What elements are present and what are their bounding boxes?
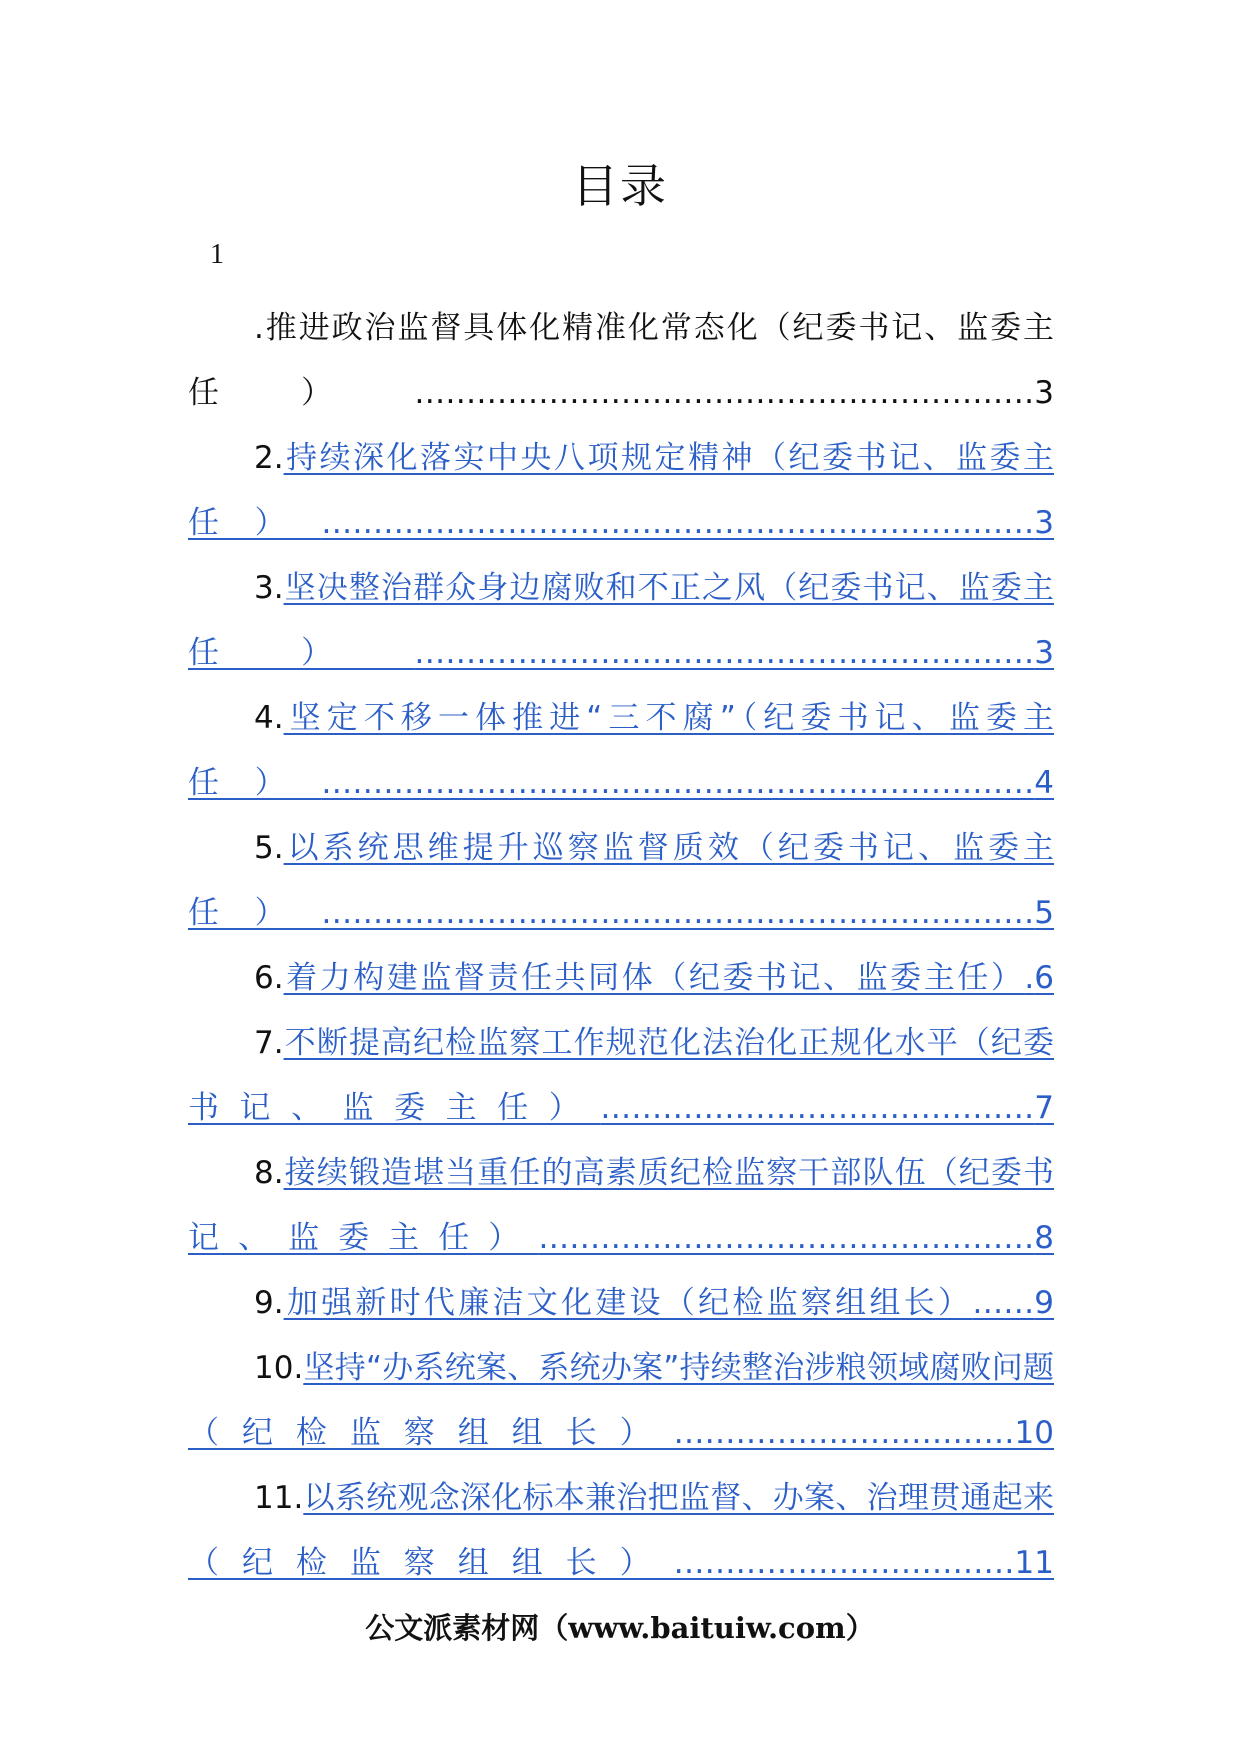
toc-entry-page-number: 7 [1034,1090,1054,1126]
toc-entry-leader-dots: …… [972,1285,1035,1321]
toc-entry[interactable] [188,1141,1054,1271]
toc-entry-number: 5. [254,830,284,866]
toc-entry-link[interactable] [188,700,1054,801]
toc-entry[interactable] [188,1011,1054,1141]
toc-entry-number: 6. [254,960,284,996]
toc-entry-page-number: 6 [1034,960,1054,996]
toc-entry-link[interactable] [188,570,1054,671]
toc-entry [188,296,1054,426]
toc-entry-link[interactable] [284,1285,1054,1321]
toc-entry-leader-dots: …………………………………………………………… [321,505,1035,541]
toc-entry-link[interactable] [284,960,1054,996]
toc-entry[interactable] [188,556,1054,686]
toc-entry-number: 10. [254,1350,304,1386]
toc-entry-title: 着力构建监督责任共同体（纪委书记、监委主任） [283,960,1025,996]
toc-entry-page-number: 3 [1034,375,1054,411]
toc-entry-link[interactable] [188,830,1054,931]
toc-entry-leader-dots: …………………………………………………… [414,375,1035,411]
toc-entry[interactable] [188,1271,1054,1336]
toc-entry-link[interactable] [188,1480,1054,1581]
toc-entry-title: 坚定不移一体推进“三不腐”（纪委书记、监委主任） [188,700,1054,801]
toc-entry-title: 以系统观念深化标本兼治把监督、办案、治理贯通起来（纪检监察组组长） [188,1480,1054,1581]
toc-entry-leader-dots: …………………………………………………………… [321,765,1035,801]
toc-entry[interactable] [188,946,1054,1011]
toc-entry-leader-dots: . [1024,960,1035,996]
table-of-contents [188,296,1054,1596]
toc-entry-leader-dots: …………………………… [673,1545,1015,1581]
toc-entry-page-number: 8 [1034,1220,1054,1256]
toc-entry-title: 坚决整治群众身边腐败和不正之风（纪委书记、监委主任） [188,570,1054,671]
toc-entry[interactable] [188,1466,1054,1596]
toc-entry-number: . [254,310,264,346]
toc-entry-number: 11. [254,1480,304,1516]
toc-entry[interactable] [188,1336,1054,1466]
toc-entry[interactable] [188,426,1054,556]
toc-entry-page-number: 3 [1034,635,1054,671]
toc-entry-title: 不断提高纪检监察工作规范化法治化正规化水平（纪委书记、监委主任） [188,1025,1054,1126]
toc-entry-leader-dots: …………………………………………………………… [321,895,1035,931]
toc-entry-text [188,310,1054,411]
toc-entry-page-number: 11 [1014,1545,1054,1581]
toc-entry-number: 8. [254,1155,284,1191]
toc-entry-page-number: 4 [1034,765,1054,801]
toc-entry-page-number: 3 [1034,505,1054,541]
toc-entry[interactable] [188,816,1054,946]
toc-entry-page-number: 5 [1034,895,1054,931]
toc-entry-number: 9. [254,1285,284,1321]
toc-entry-leader-dots: …………………………………… [600,1090,1035,1126]
toc-entry-link[interactable] [188,1350,1054,1451]
toc-entry-number: 7. [254,1025,284,1061]
toc-entry-leader-dots: …………………………………………………… [414,635,1035,671]
toc-entry-page-number: 9 [1034,1285,1054,1321]
toc-entry-number: 4. [254,700,284,736]
toc-entry-title: 接续锻造堪当重任的高素质纪检监察干部队伍（纪委书记、监委主任） [188,1155,1054,1256]
toc-entry-title: 坚持“办系统案、系统办案”持续整治涉粮领域腐败问题（纪检监察组组长） [188,1350,1054,1451]
toc-entry-title: 以系统思维提升巡察监督质效（纪委书记、监委主任） [188,830,1054,931]
toc-entry-link[interactable] [188,1025,1054,1126]
toc-entry-title: 持续深化落实中央八项规定精神（纪委书记、监委主任） [188,440,1054,541]
toc-entry-number: 3. [254,570,284,606]
toc-entry-number: 2. [254,440,284,476]
toc-entry-leader-dots: ………………………………………… [538,1220,1035,1256]
toc-entry-title: 加强新时代廉洁文化建设（纪检监察组组长） [283,1285,973,1321]
toc-entry-leader-dots: …………………………… [673,1415,1015,1451]
toc-entry-link[interactable] [188,440,1054,541]
toc-entry-title: 推进政治监督具体化精准化常态化（纪委书记、监委主任） [188,310,1054,411]
page-title: 目录 [572,159,668,213]
page-marker: 1 [210,239,224,270]
toc-entry-page-number: 10 [1014,1415,1054,1451]
toc-entry[interactable] [188,686,1054,816]
footer-watermark: 公文派素材网（www.baituiw.com） [365,1611,875,1645]
toc-entry-link[interactable] [188,1155,1054,1256]
